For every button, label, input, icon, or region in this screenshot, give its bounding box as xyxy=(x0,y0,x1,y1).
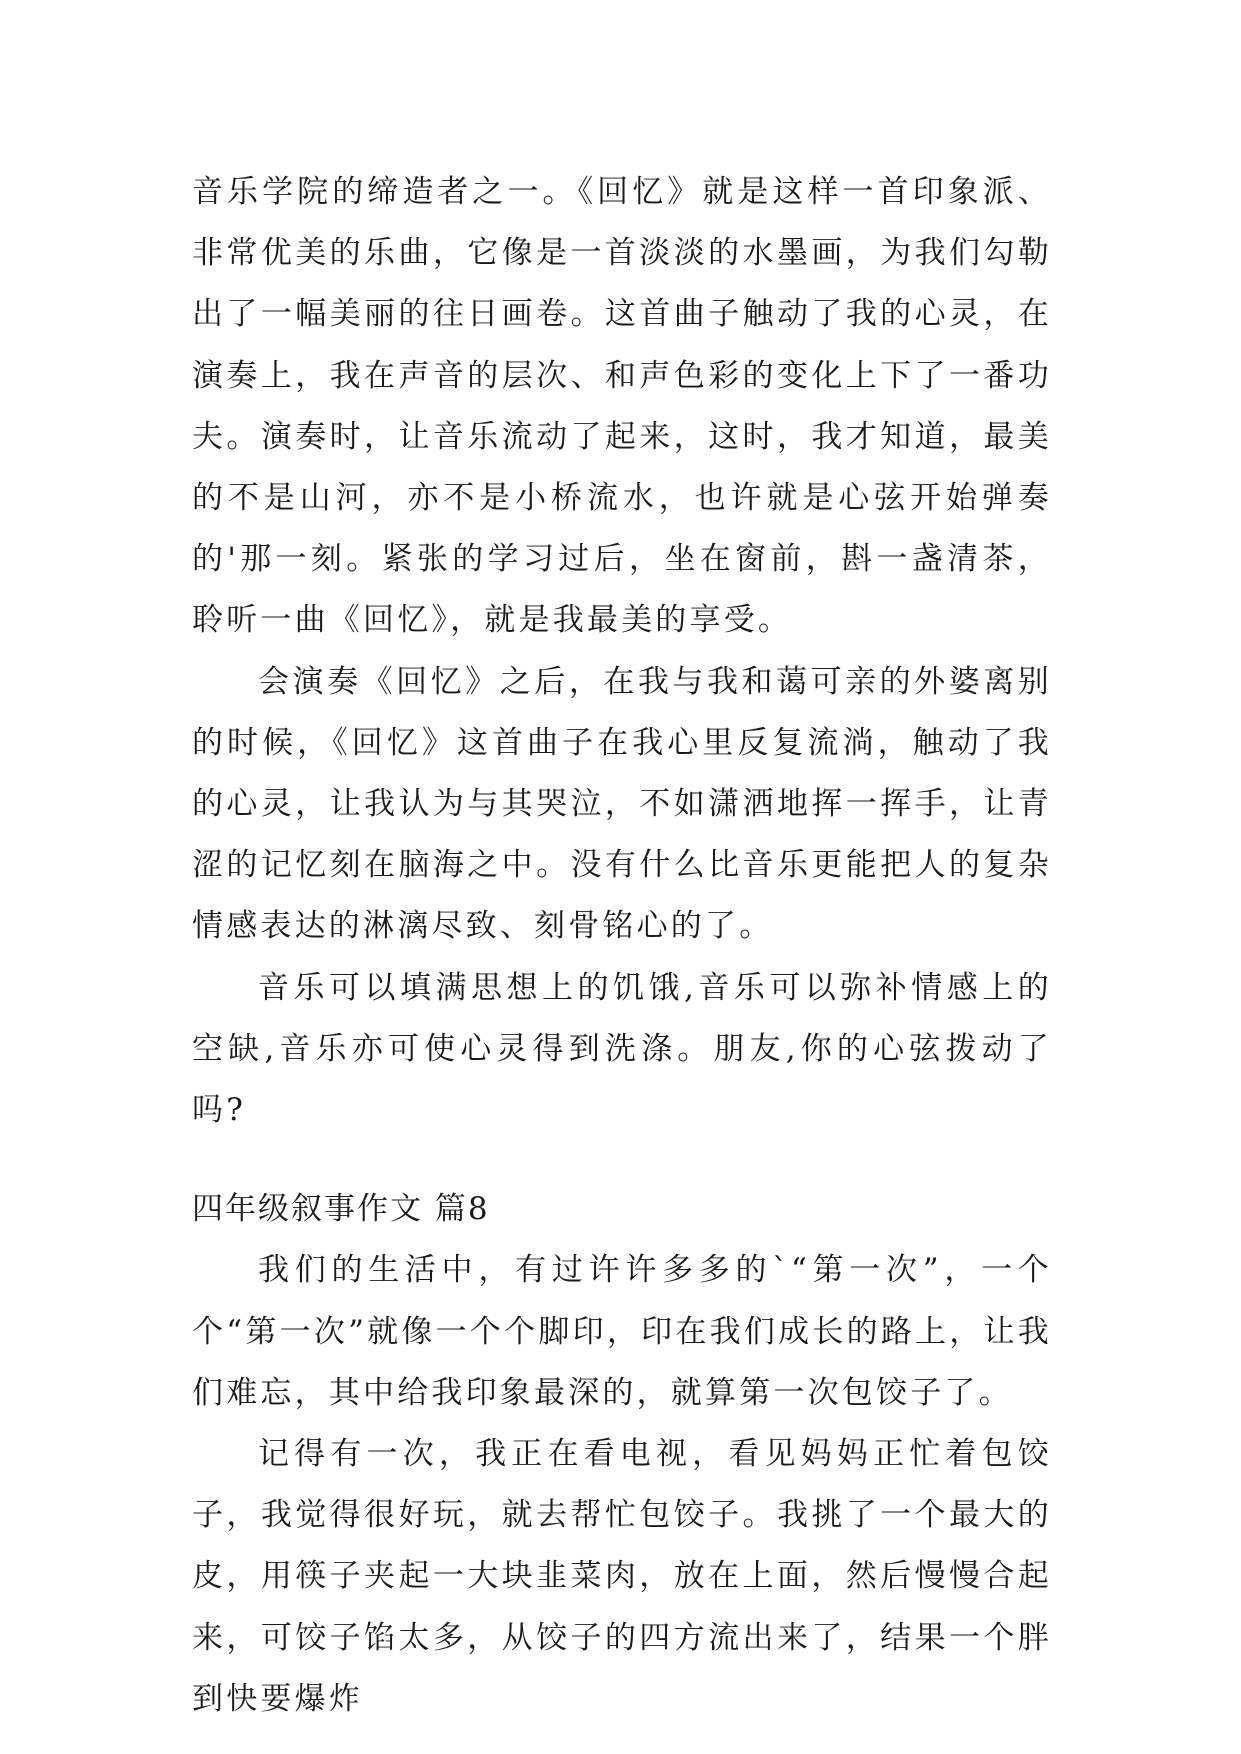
paragraph-dumplings: 记得有一次，我正在看电视，看见妈妈正忙着包饺子，我觉得很好玩，就去帮忙包饺子。我挑了一个最大的皮，用筷子夹起一大块韭菜肉，放在上面，然后慢慢合起来，可饺子馅太多，从饺子的四方流出来了，结果一个胖到快要爆炸 xyxy=(192,1436,1052,1717)
section-spacer xyxy=(192,1141,1052,1179)
section-title: 四年级叙事作文 篇8 xyxy=(192,1191,490,1228)
paragraph-continuation: 音乐学院的缔造者之一。《回忆》就是这样一首印象派、非常优美的乐曲，它像是一首淡淡的水墨画，为我们勾勒出了一幅美丽的往日画卷。这首曲子触动了我的心灵，在演奏上，我在声音的层次、和声色彩的变化上下了一番功夫。演奏时，让音乐流动了起来，这时，我才知道，最美的不是山河，亦不是小桥流水，也许就是心弦开始弹奏的'那一刻。紧张的学习过后，坐在窗前，斟一盏清茶，聆听一曲《回忆》，就是我最美的享受。 xyxy=(192,174,1052,639)
document-body xyxy=(192,162,1052,1730)
paragraph-conclusion: 音乐可以填满思想上的饥饿,音乐可以弥补情感上的空缺,音乐亦可使心灵得到洗涤。朋友,你的心弦拨动了吗? xyxy=(192,969,1052,1129)
paragraph-first-time: 我们的生活中，有过许许多多的`“第一次”，一个个“第一次”就像一个个脚印，印在我们成长的路上，让我们难忘，其中给我印象最深的，就算第一次包饺子了。 xyxy=(192,1252,1052,1411)
paragraph-farewell: 会演奏《回忆》之后，在我与我和蔼可亲的外婆离别的时候，《回忆》这首曲子在我心里反复流淌，触动了我的心灵，让我认为与其哭泣，不如潇洒地挥一挥手，让青涩的记忆刻在脑海之中。没有什么比音乐更能把人的复杂情感表达的淋漓尽致、刻骨铭心的了。 xyxy=(192,663,1052,945)
